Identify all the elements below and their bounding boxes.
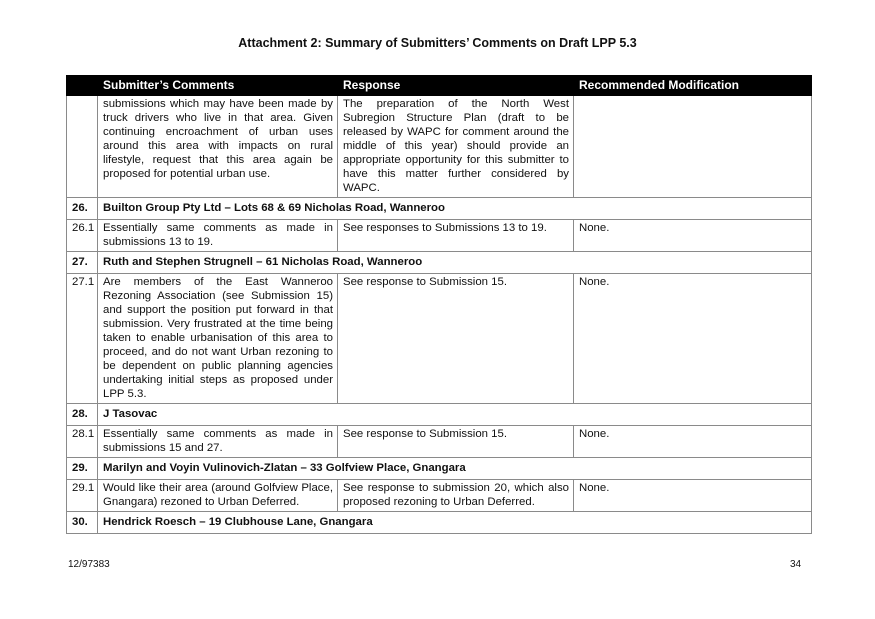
submissions-table <box>66 75 812 534</box>
response-cell: See response to submission 20, which also proposed rezoning to Urban Deferred. <box>338 480 574 512</box>
table-row <box>67 96 812 198</box>
section-number: 28. <box>67 404 98 426</box>
table-row <box>67 480 812 512</box>
table-row <box>67 220 812 252</box>
header-modification: Recommended Modification <box>574 76 812 96</box>
section-number: 27. <box>67 252 98 274</box>
response-cell: See response to Submission 15. <box>338 274 574 404</box>
response-cell: The preparation of the North West Subregion Structure Plan (draft to be released by WAPC for comment around the middle of this year) should provide an appropriate opportunity for this submitter to have this matter further considered by WAPC. <box>338 96 574 198</box>
table-row <box>67 426 812 458</box>
section-title: J Tasovac <box>98 404 812 426</box>
comment-cell: submissions which may have been made by truck drivers who live in that area. Given continuing encroachment of urban uses around this area with impacts on rural lifestyle, request that this area again be proposed for potential urban use. <box>98 96 338 198</box>
modification-cell: None. <box>574 274 812 404</box>
row-number: 29.1 <box>67 480 98 512</box>
header-comments: Submitter’s Comments <box>98 76 338 96</box>
section-row <box>67 404 812 426</box>
section-number: 30. <box>67 512 98 534</box>
row-number: 28.1 <box>67 426 98 458</box>
section-row <box>67 198 812 220</box>
section-row <box>67 512 812 534</box>
document-reference: 12/97383 <box>68 559 110 570</box>
table-row <box>67 274 812 404</box>
comment-cell: Would like their area (around Golfview Place, Gnangara) rezoned to Urban Deferred. <box>98 480 338 512</box>
table-header-row <box>67 76 812 96</box>
section-title: Ruth and Stephen Strugnell – 61 Nicholas Road, Wanneroo <box>98 252 812 274</box>
modification-cell: None. <box>574 480 812 512</box>
page-number: 34 <box>790 559 802 570</box>
comment-cell: Are members of the East Wanneroo Rezoning Association (see Submission 15) and support the position put forward in that submission. Very frustrated at the time being taken to enable urbanisation of this area to proceed, and do not want Urban rezoning to be dependent on public planning agencies undertaking initial steps as proposed under LPP 5.3. <box>98 274 338 404</box>
document-title: Attachment 2: Summary of Submitters’ Comments on Draft LPP 5.3 <box>238 36 637 50</box>
modification-cell: None. <box>574 426 812 458</box>
modification-cell: None. <box>574 220 812 252</box>
section-row <box>67 252 812 274</box>
section-row <box>67 458 812 480</box>
section-title: Builton Group Pty Ltd – Lots 68 & 69 Nicholas Road, Wanneroo <box>98 198 812 220</box>
row-number <box>67 96 98 198</box>
section-number: 29. <box>67 458 98 480</box>
header-response: Response <box>338 76 574 96</box>
comment-cell: Essentially same comments as made in submissions 15 and 27. <box>98 426 338 458</box>
modification-cell <box>574 96 812 198</box>
response-cell: See responses to Submissions 13 to 19. <box>338 220 574 252</box>
header-number <box>67 76 98 96</box>
section-title: Hendrick Roesch – 19 Clubhouse Lane, Gnangara <box>98 512 812 534</box>
row-number: 26.1 <box>67 220 98 252</box>
row-number: 27.1 <box>67 274 98 404</box>
section-number: 26. <box>67 198 98 220</box>
response-cell: See response to Submission 15. <box>338 426 574 458</box>
comment-cell: Essentially same comments as made in submissions 13 to 19. <box>98 220 338 252</box>
section-title: Marilyn and Voyin Vulinovich-Zlatan – 33 Golfview Place, Gnangara <box>98 458 812 480</box>
